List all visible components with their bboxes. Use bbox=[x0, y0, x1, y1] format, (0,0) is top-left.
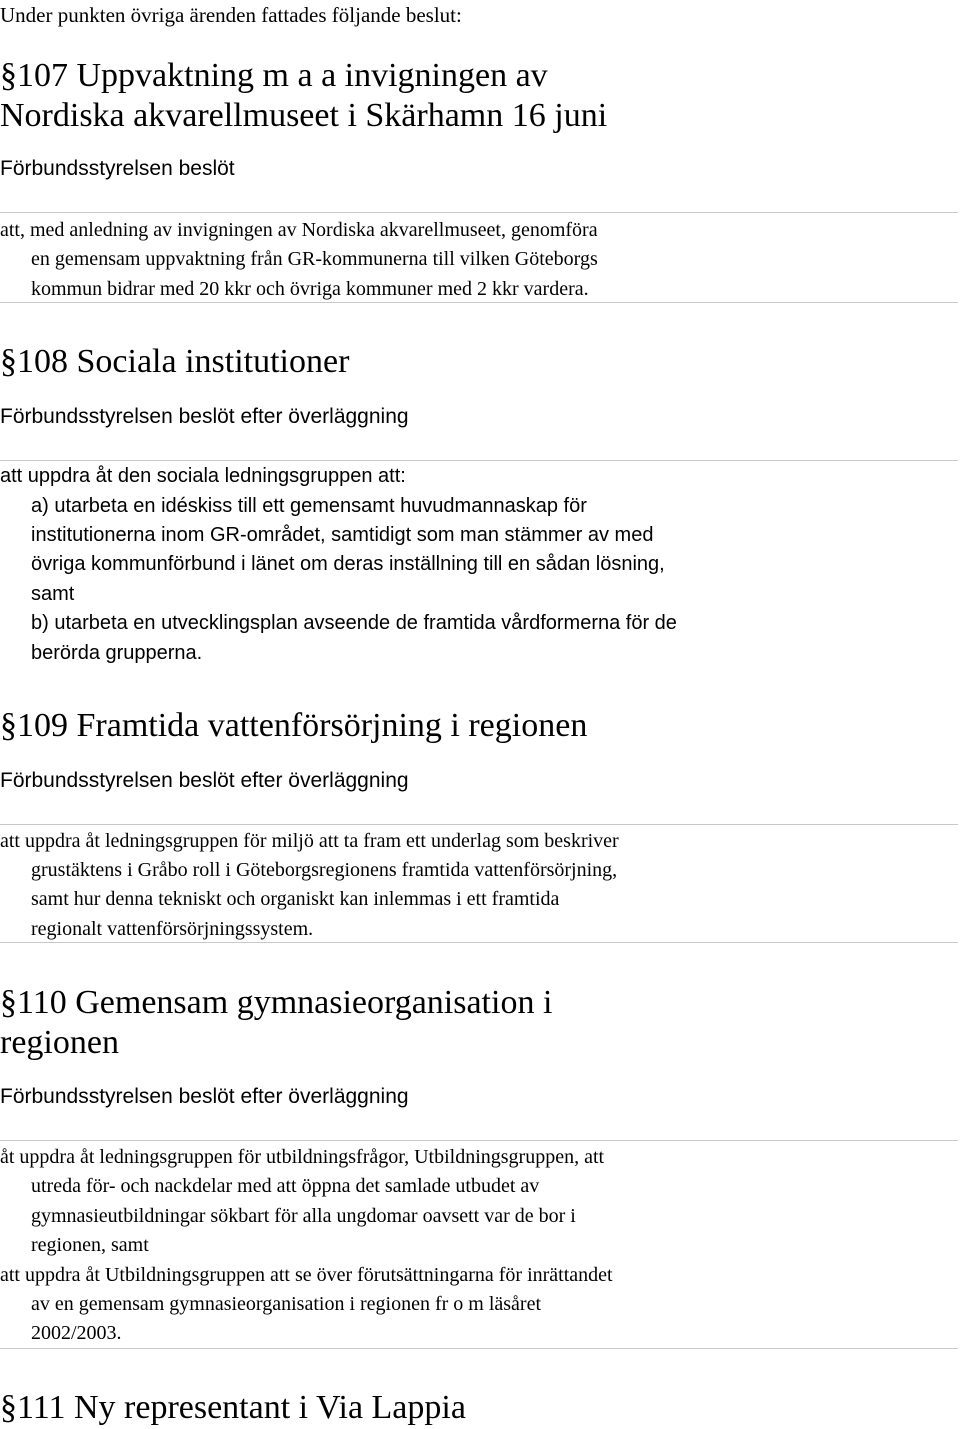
section-109-heading: §109 Framtida vattenförsörjning i regionen bbox=[0, 707, 588, 744]
section-108-divider bbox=[0, 460, 958, 461]
section-108-body-line: b) utarbeta en utvecklingsplan avseende de framtida vårdformerna för de bbox=[31, 612, 677, 634]
section-109-body-line: att uppdra åt ledningsgruppen för miljö att ta fram ett underlag som beskriver bbox=[0, 830, 619, 852]
section-110-body-line: åt uppdra åt ledningsgruppen för utbildningsfrågor, Utbildningsgruppen, att bbox=[0, 1146, 605, 1168]
section-107-body-line: att, med anledning av invigningen av Nordiska akvarellmuseet, genomföra bbox=[0, 219, 598, 241]
section-110-body-line: av en gemensam gymnasieorganisation i regionen fr o m läsåret bbox=[31, 1293, 542, 1315]
section-110-body-line: utreda för- och nackdelar med att öppna det samlade utbudet av bbox=[31, 1175, 540, 1197]
section-110-body-line: 2002/2003. bbox=[31, 1322, 122, 1344]
section-109-body-line: regionalt vattenförsörjningssystem. bbox=[31, 918, 314, 940]
section-107-end-divider bbox=[0, 302, 958, 303]
section-111-heading: §111 Ny representant i Via Lappia bbox=[0, 1389, 466, 1426]
section-108-body-line: övriga kommunförbund i länet om deras inställning till en sådan lösning, bbox=[31, 553, 665, 575]
section-110-heading-line-2: regionen bbox=[0, 1024, 119, 1061]
section-107-heading-line-1: §107 Uppvaktning m a a invigningen av bbox=[0, 57, 548, 94]
section-108-heading: §108 Sociala institutioner bbox=[0, 343, 350, 380]
section-107-body-line: kommun bidrar med 20 kkr och övriga kommuner med 2 kkr vardera. bbox=[31, 278, 589, 300]
section-107-heading-line-2: Nordiska akvarellmuseet i Skärhamn 16 juni bbox=[0, 97, 608, 134]
section-110-decision-label: Förbundsstyrelsen beslöt efter överläggning bbox=[0, 1085, 409, 1108]
section-108-body-line: samt bbox=[31, 583, 75, 605]
section-108-body-line: institutionerna inom GR-området, samtidigt som man stämmer av med bbox=[31, 524, 654, 546]
section-110-body-line: att uppdra åt Utbildningsgruppen att se över förutsättningarna för inrättandet bbox=[0, 1264, 613, 1286]
section-108-body-line: berörda grupperna. bbox=[31, 642, 203, 664]
section-110-divider bbox=[0, 1140, 958, 1141]
section-109-body-line: samt hur denna tekniskt och organiskt kan inlemmas i ett framtida bbox=[31, 888, 560, 910]
section-108-decision-label: Förbundsstyrelsen beslöt efter överläggning bbox=[0, 405, 409, 428]
section-110-body-line: regionen, samt bbox=[31, 1234, 149, 1256]
section-110-heading-line-1: §110 Gemensam gymnasieorganisation i bbox=[0, 984, 553, 1021]
intro-text: Under punkten övriga ärenden fattades följande beslut: bbox=[0, 3, 462, 27]
section-109-end-divider bbox=[0, 942, 958, 943]
section-109-decision-label: Förbundsstyrelsen beslöt efter överläggning bbox=[0, 769, 409, 792]
section-108-body-line: a) utarbeta en idéskiss till ett gemensamt huvudmannaskap för bbox=[31, 495, 587, 517]
section-107-divider bbox=[0, 212, 958, 213]
section-107-decision-label: Förbundsstyrelsen beslöt bbox=[0, 157, 235, 180]
section-107-body-line: en gemensam uppvaktning från GR-kommunerna till vilken Göteborgs bbox=[31, 248, 598, 270]
section-108-body-line: att uppdra åt den sociala ledningsgruppen att: bbox=[0, 465, 406, 487]
section-109-body-line: grustäktens i Gråbo roll i Göteborgsregionens framtida vattenförsörjning, bbox=[31, 859, 618, 881]
section-110-end-divider bbox=[0, 1348, 958, 1349]
section-109-divider bbox=[0, 824, 958, 825]
section-110-body-line: gymnasieutbildningar sökbart för alla ungdomar oavsett var de bor i bbox=[31, 1205, 576, 1227]
